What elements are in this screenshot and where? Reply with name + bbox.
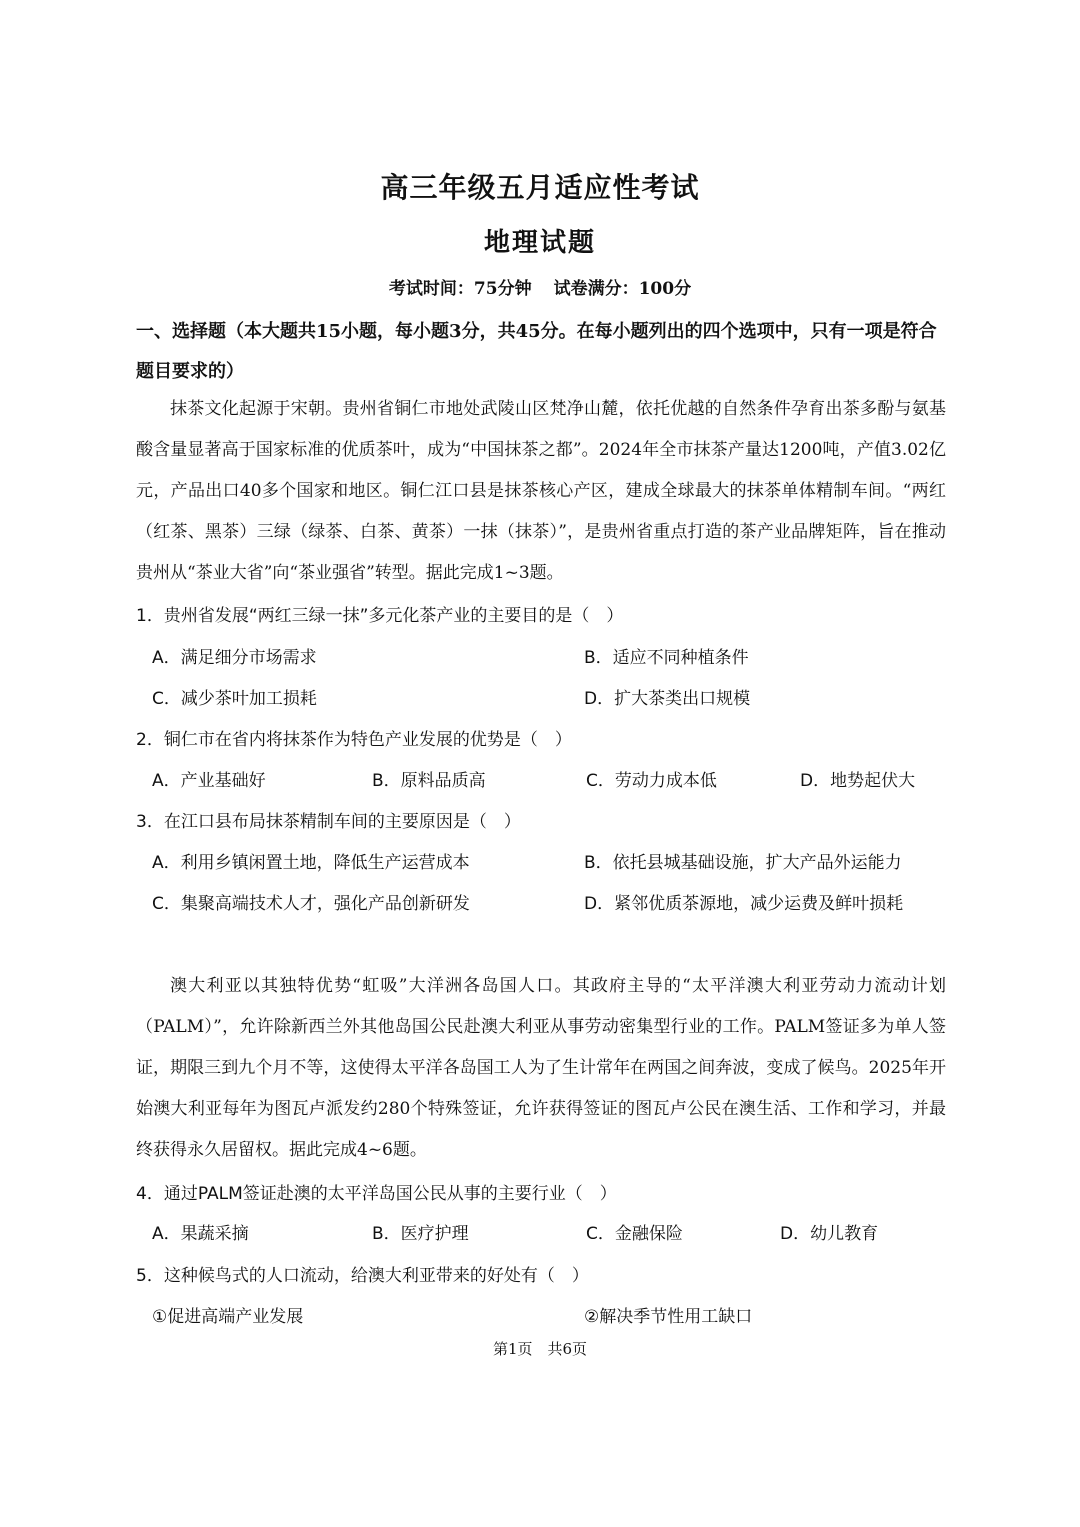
question-3-option-a[interactable]: A．利用乡镇闲置土地，降低生产运营成本 (152, 853, 470, 873)
question-1-option-a[interactable]: A．满足细分市场需求 (152, 648, 317, 668)
question-3-option-d[interactable]: D．紧邻优质茶源地，减少运费及鲜叶损耗 (584, 894, 904, 914)
question-3-stem: 3．在江口县布局抹茶精制车间的主要原因是（ ） (136, 812, 521, 832)
question-3-option-c[interactable]: C．集聚高端技术人才，强化产品创新研发 (152, 894, 470, 914)
exam-info (0, 274, 1080, 299)
question-1-option-c[interactable]: C．减少茶叶加工损耗 (152, 689, 317, 709)
question-5-item-1: ①促进高端产业发展 (152, 1307, 304, 1327)
question-4-option-c[interactable]: C．金融保险 (586, 1224, 683, 1244)
question-5-item-2: ②解决季节性用工缺口 (584, 1307, 753, 1327)
subject-title: 地理试题 (483, 228, 596, 258)
exam-score: 试卷满分：100分 (553, 279, 692, 299)
question-2-option-c[interactable]: C．劳动力成本低 (586, 771, 717, 791)
page-number: 第1页 共6页 (492, 1340, 588, 1358)
question-1-option-b[interactable]: B．适应不同种植条件 (584, 648, 749, 668)
question-2-option-d[interactable]: D．地势起伏大 (800, 771, 916, 791)
exam-title: 高三年级五月适应性考试 (380, 171, 700, 204)
question-3-option-b[interactable]: B．依托县城基础设施，扩大产品外运能力 (584, 853, 902, 873)
exam-time: 考试时间：75分钟 (388, 279, 532, 299)
question-2-option-b[interactable]: B．原料品质高 (372, 771, 486, 791)
section-heading: 一、选择题（本大题共15小题，每小题3分，共45分。在每小题列出的四个选项中，只有一项是符合题目要求的） (136, 321, 937, 382)
passage-2: 澳大利亚以其独特优势“虹吸”大洋洲各岛国人口。其政府主导的“太平洋澳大利亚劳动力流动计划（PALM）”，允许除新西兰外其他岛国公民赴澳大利亚从事劳动密集型行业的工作。PALM签证多为单人签证，期限三到九个月不等，这使得太平洋各岛国工人为了生计常年在两国之间奔波，变成了候鸟。2025年开始澳大利亚每年为图瓦卢派发约280个特殊签证，允许获得签证的图瓦卢公民在澳生活、工作和学习，并最终获得永久居留权。据此完成4~6题。 (136, 976, 946, 1160)
question-4-option-b[interactable]: B．医疗护理 (372, 1224, 469, 1244)
question-1-option-d[interactable]: D．扩大茶类出口规模 (584, 689, 751, 709)
question-2-option-a[interactable]: A．产业基础好 (152, 771, 266, 791)
question-4-stem: 4．通过PALM签证赴澳的太平洋岛国公民从事的主要行业（ ） (136, 1184, 617, 1204)
question-2-stem: 2．铜仁市在省内将抹茶作为特色产业发展的优势是（ ） (136, 730, 572, 750)
question-1-stem: 1．贵州省发展“两红三绿一抹”多元化茶产业的主要目的是（ ） (136, 606, 624, 626)
question-5-stem: 5．这种候鸟式的人口流动，给澳大利亚带来的好处有（ ） (136, 1266, 589, 1286)
question-4-option-a[interactable]: A．果蔬采摘 (152, 1224, 249, 1244)
question-4-option-d[interactable]: D．幼儿教育 (780, 1224, 879, 1244)
passage-1: 抹茶文化起源于宋朝。贵州省铜仁市地处武陵山区梵净山麓，依托优越的自然条件孕育出茶多酚与氨基酸含量显著高于国家标准的优质茶叶，成为“中国抹茶之都”。2024年全市抹茶产量达1200吨，产值3.02亿元，产品出口40多个国家和地区。铜仁江口县是抹茶核心产区，建成全球最大的抹茶单体精制车间。“两红（红茶、黑茶）三绿（绿茶、白茶、黄茶）一抹（抹茶）”，是贵州省重点打造的茶产业品牌矩阵，旨在推动贵州从“茶业大省”向“茶业强省”转型。据此完成1~3题。 (136, 399, 946, 583)
